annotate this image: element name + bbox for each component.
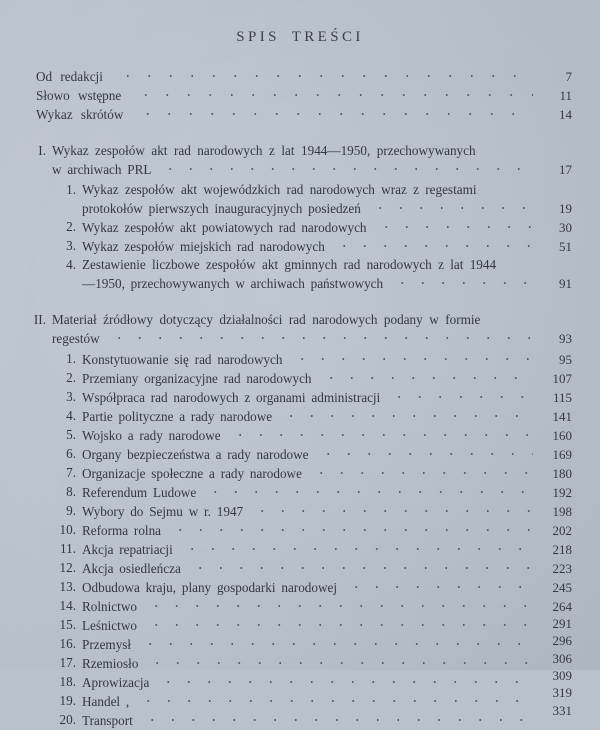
entry-label: Odbudowa kraju, plany gospodarki narodowej [82, 580, 338, 595]
entry-line [82, 540, 572, 559]
entry-body [82, 464, 572, 483]
entry-body [36, 67, 572, 86]
page-number: 141 [552, 409, 572, 424]
dot-leader [140, 635, 533, 649]
entry-label: Referendum Ludowe [82, 485, 197, 500]
toc-entry[interactable] [0, 407, 600, 426]
page-number: 17 [559, 162, 572, 177]
section-numeral: I. [38, 143, 46, 158]
toc-entry[interactable] [0, 105, 600, 124]
toc-entry[interactable] [0, 237, 600, 256]
dot-leader [392, 274, 533, 288]
entry-line [82, 388, 572, 407]
dot-leader [182, 540, 533, 554]
toc-entry[interactable] [0, 86, 600, 105]
page-number: 264 [552, 599, 572, 614]
toc-entry[interactable] [0, 483, 600, 502]
entry-line [82, 521, 572, 540]
entry-body [82, 651, 572, 673]
entry-body [52, 311, 572, 348]
dot-leader [376, 218, 533, 232]
toc-entry[interactable] [0, 181, 600, 218]
dot-leader [190, 559, 533, 573]
toc-entry[interactable] [0, 521, 600, 540]
toc-entry[interactable] [0, 540, 600, 559]
page-number: 7 [565, 69, 572, 84]
toc-entry[interactable] [0, 651, 600, 673]
toc-entry[interactable] [0, 218, 600, 237]
item-number: 18. [59, 674, 76, 689]
item-number: 4. [66, 257, 76, 272]
dot-leader [389, 388, 533, 402]
toc-entry[interactable] [0, 578, 600, 597]
toc-entry[interactable] [0, 635, 600, 654]
dot-leader [146, 616, 533, 630]
entry-line [82, 445, 572, 464]
dot-leader [346, 578, 533, 592]
dot-leader [135, 86, 533, 100]
page-number: 30 [559, 220, 572, 235]
toc-entry[interactable] [0, 256, 600, 293]
section-numeral: II. [33, 312, 46, 327]
entry-line [82, 597, 572, 616]
entry-body [82, 502, 572, 521]
page-number: 14 [559, 107, 572, 122]
entry-body [82, 540, 572, 559]
entry-line [82, 199, 572, 218]
item-number: 1. [66, 182, 76, 197]
entry-label: Akcja osiedleńcza [82, 561, 181, 576]
page-number: 306 [552, 651, 572, 666]
entry-label: Akcja repatriacji [82, 542, 173, 557]
dot-leader [230, 426, 533, 440]
entry-line [82, 578, 572, 597]
toc-entry[interactable] [0, 67, 600, 86]
entry-body [82, 407, 572, 426]
entry-label: Rzemiosło [82, 656, 139, 671]
entry-line [82, 274, 572, 293]
page-number: 51 [559, 239, 572, 254]
page-number: 115 [552, 390, 572, 405]
page-number: 296 [552, 633, 572, 648]
entry-line [82, 502, 572, 521]
entry-line [82, 703, 572, 730]
item-number: 13. [59, 579, 76, 594]
toc-entry[interactable] [0, 668, 600, 692]
dot-leader [170, 521, 533, 535]
item-number: 6. [66, 446, 76, 461]
toc-body [0, 67, 600, 730]
entry-body [36, 86, 572, 105]
entry-line [52, 329, 572, 348]
entry-label-line2: protokołów pierwszych inauguracyjnych posiedzeń [82, 201, 361, 216]
item-number: 1. [66, 351, 76, 366]
toc-section-ii [0, 311, 600, 730]
section-i-items [0, 181, 600, 293]
toc-entry[interactable] [0, 369, 600, 388]
page-number: 95 [559, 352, 572, 367]
page-number: 11 [559, 88, 572, 103]
entry-label-line1: Wykaz zespołów akt wojewódzkich rad narodowych wraz z regestami [82, 182, 477, 197]
item-number: 14. [59, 598, 76, 613]
entry-label: Handel , [82, 694, 130, 709]
item-number: 15. [59, 617, 76, 632]
entry-label-line2: —1950, przechowywanych w archiwach państwowych [82, 276, 384, 291]
toc-entry[interactable] [0, 388, 600, 407]
entry-line [82, 237, 572, 256]
entry-body [82, 521, 572, 540]
item-number: 9. [66, 503, 76, 518]
entry-body [82, 685, 572, 711]
entry-label: Przemiany organizacyjne rad narodowych [82, 371, 312, 386]
entry-label: Partie polityczne a rady narodowe [82, 409, 273, 424]
entry-label: Przemysł [82, 637, 132, 652]
dot-leader [146, 597, 533, 611]
entry-label: Aprowizacja [82, 675, 150, 690]
item-number: 17. [59, 655, 76, 670]
page-number: 202 [552, 523, 572, 538]
dot-leader [160, 160, 533, 174]
section-ii-items [0, 350, 600, 730]
entry-label: Transport [82, 713, 133, 728]
entry-body [82, 578, 572, 597]
entry-body [36, 105, 572, 124]
entry-label-line2: Wykaz zespołów akt powiatowych rad narodowych [82, 220, 367, 235]
dot-leader [370, 199, 533, 213]
entry-line [82, 407, 572, 426]
item-number: 12. [59, 560, 76, 575]
dot-leader [109, 329, 533, 343]
toc-entry[interactable] [0, 350, 600, 369]
item-number: 19. [59, 693, 76, 708]
item-number: 10. [59, 522, 76, 537]
dot-leader [318, 445, 533, 459]
entry-body [82, 237, 572, 256]
entry-body [82, 597, 572, 616]
page-number: 107 [552, 371, 572, 386]
entry-line [82, 350, 572, 369]
entry-label: Wybory do Sejmu w r. 1947 [82, 504, 244, 519]
entry-line [82, 369, 572, 388]
entry-line [52, 160, 572, 179]
item-number: 2. [66, 219, 76, 234]
entry-line [36, 105, 572, 124]
page-number: 198 [552, 504, 572, 519]
toc-entry[interactable] [0, 502, 600, 521]
item-number: 11. [60, 541, 76, 556]
dot-leader [142, 711, 533, 725]
dot-leader [311, 464, 533, 478]
page-number: 19 [559, 201, 572, 216]
entry-label: Leśnictwo [82, 618, 137, 633]
page-number: 93 [559, 331, 572, 346]
item-number: 16. [59, 636, 76, 651]
dot-leader [252, 502, 533, 516]
front-matter-group [0, 67, 600, 124]
entry-body [82, 426, 572, 445]
entry-line [82, 635, 572, 654]
page-number: 245 [552, 580, 572, 595]
dot-leader [205, 483, 533, 497]
page-number: 309 [552, 668, 572, 683]
section-heading[interactable] [0, 311, 600, 348]
page-number: 319 [552, 685, 572, 700]
entry-body [82, 559, 572, 578]
entry-body [82, 388, 572, 407]
entry-line [82, 616, 572, 635]
dot-leader [147, 654, 533, 668]
dot-leader [321, 369, 533, 383]
entry-label-line1: Wykaz zespołów akt rad narodowych z lat 1944—1950, przechowywanych [52, 143, 476, 158]
page-number: 331 [552, 703, 572, 718]
entry-body [82, 445, 572, 464]
page-number: 169 [552, 447, 572, 462]
entry-label: Organy bezpieczeństwa a rady narodowe [82, 447, 309, 462]
page-title: SPIS TREŚCI [236, 29, 364, 45]
item-number: 20. [59, 712, 76, 727]
page-number: 180 [552, 466, 572, 481]
page-number: 291 [552, 616, 572, 631]
entry-label: Rolnictwo [82, 599, 137, 614]
entry-label: Reforma rolna [82, 523, 162, 538]
page-number: 218 [552, 542, 572, 557]
dot-leader [292, 350, 533, 364]
page-number: 223 [552, 561, 572, 576]
entry-label: Słowo wstępne [36, 88, 122, 103]
toc-entry[interactable] [0, 426, 600, 445]
toc-entry[interactable] [0, 685, 600, 711]
item-number: 4. [66, 408, 76, 423]
entry-label-line2: Wykaz zespołów miejskich rad narodowych [82, 239, 325, 254]
dot-leader [334, 237, 533, 251]
toc-entry[interactable] [0, 464, 600, 483]
dot-leader [158, 673, 533, 687]
dot-leader [117, 67, 533, 81]
entry-label: Od redakcji [36, 69, 103, 84]
entry-body [52, 142, 572, 179]
entry-line [36, 67, 572, 86]
entry-label: Konstytuowanie się rad narodowych [82, 352, 283, 367]
entry-label: Wojsko a rady narodowe [82, 428, 221, 443]
toc-entry[interactable] [0, 703, 600, 730]
section-heading[interactable] [0, 142, 600, 179]
entry-body [82, 703, 572, 730]
entry-line [82, 464, 572, 483]
entry-body [82, 483, 572, 502]
entry-label-line2: w archiwach PRL [52, 162, 152, 177]
item-number: 3. [66, 389, 76, 404]
entry-line [82, 685, 572, 711]
entry-label-line2: regestów [52, 331, 100, 346]
toc-entry[interactable] [0, 445, 600, 464]
dot-leader [138, 692, 533, 706]
item-number: 2. [66, 370, 76, 385]
entry-line [82, 426, 572, 445]
entry-line [82, 559, 572, 578]
entry-body [82, 635, 572, 654]
entry-label-line1: Materiał źródłowy dotyczący działalności rad narodowych podany w formie [52, 312, 481, 327]
toc-entry[interactable] [0, 597, 600, 616]
entry-label: Organizacje społeczne a rady narodowe [82, 466, 302, 481]
entry-line [36, 86, 572, 105]
entry-body [82, 181, 572, 218]
entry-label-line1: Zestawienie liczbowe zespołów akt gminnych rad narodowych z lat 1944 [82, 257, 497, 272]
toc-entry[interactable] [0, 616, 600, 635]
item-number: 3. [66, 238, 76, 253]
page-number: 160 [552, 428, 572, 443]
item-number: 7. [66, 465, 76, 480]
entry-body [82, 616, 572, 635]
entry-label: Współpraca rad narodowych z organami administracji [82, 390, 381, 405]
entry-body [82, 256, 572, 293]
entry-body [82, 668, 572, 692]
toc-section-i [0, 142, 600, 293]
dot-leader [137, 105, 533, 119]
entry-label: Wykaz skrótów [36, 107, 124, 122]
entry-line [82, 483, 572, 502]
entry-body [82, 350, 572, 369]
entry-line [82, 218, 572, 237]
item-number: 8. [66, 484, 76, 499]
toc-entry[interactable] [0, 559, 600, 578]
entry-line [82, 668, 572, 692]
entry-body [82, 218, 572, 237]
page-number: 91 [559, 276, 572, 291]
item-number: 5. [66, 427, 76, 442]
dot-leader [281, 407, 533, 421]
entry-body [82, 369, 572, 388]
page-number: 192 [552, 485, 572, 500]
entry-line [82, 651, 572, 673]
